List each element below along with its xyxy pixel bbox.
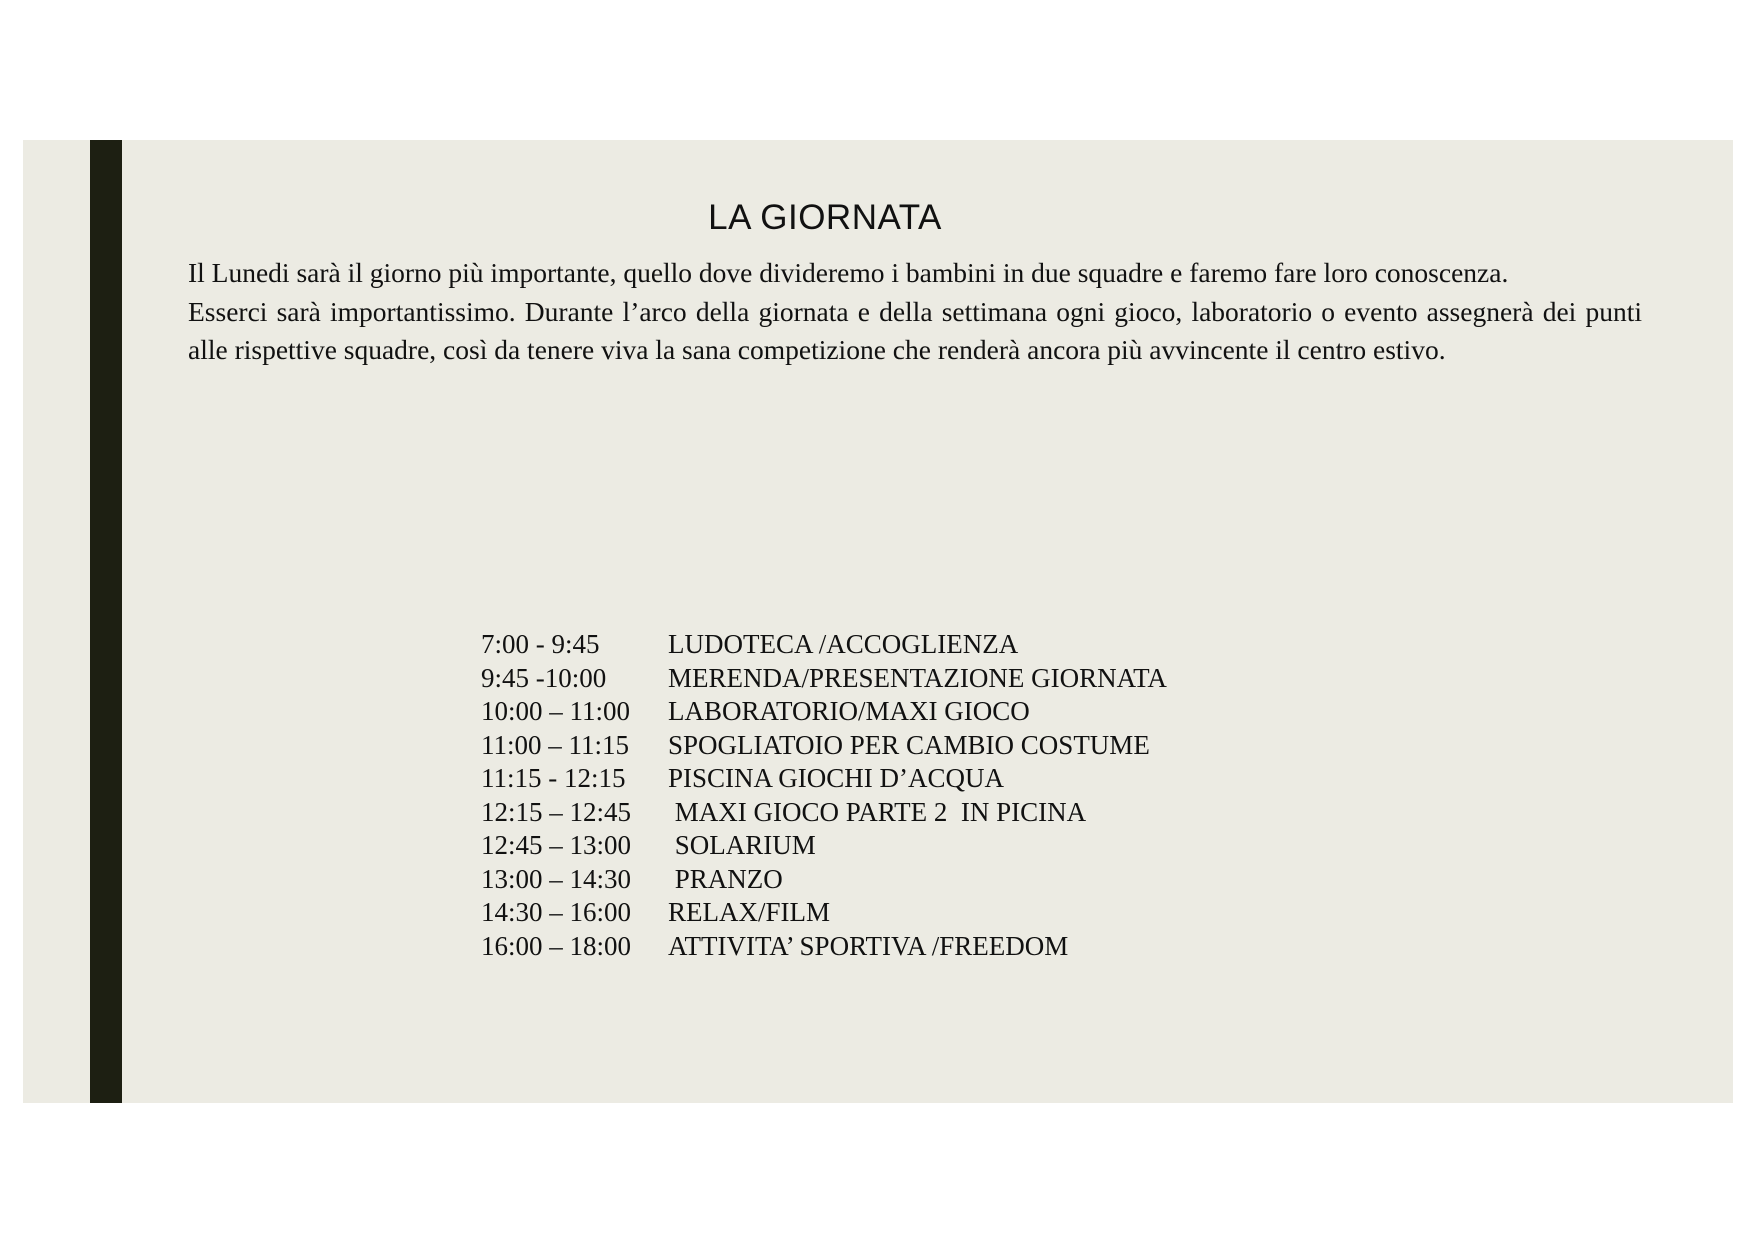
schedule-activity: MERENDA/PRESENTAZIONE GIORNATA <box>668 662 1167 693</box>
schedule-time: 12:15 – 12:45 <box>481 796 632 827</box>
schedule-row <box>481 863 1167 897</box>
intro-paragraph: Il Lunedi sarà il giorno più importante, quello dove divideremo i bambini in due squadre e faremo fare loro conoscenza. <box>188 257 1509 288</box>
schedule-row <box>481 695 1167 729</box>
schedule-row <box>481 896 1167 930</box>
schedule-time: 11:15 - 12:15 <box>481 763 626 793</box>
schedule-row <box>481 762 1167 796</box>
intro-text <box>188 254 1642 370</box>
schedule-row <box>481 930 1167 964</box>
schedule-row <box>481 729 1167 763</box>
schedule-time: 9:45 -10:00 <box>481 662 607 693</box>
schedule-activity: RELAX/FILM <box>668 897 830 927</box>
schedule-time: 16:00 – 18:00 <box>481 930 632 961</box>
schedule-activity: MAXI GIOCO PARTE 2 IN PICINA <box>668 796 1087 827</box>
schedule-activity: SOLARIUM <box>668 830 816 860</box>
schedule-activity: PISCINA GIOCHI D’ACQUA <box>668 763 1005 793</box>
schedule-activity: LUDOTECA /ACCOGLIENZA <box>668 629 1019 659</box>
schedule-time: 11:00 – 11:15 <box>481 729 629 760</box>
schedule-time: 14:30 – 16:00 <box>481 897 632 927</box>
schedule-activity: LABORATORIO/MAXI GIOCO <box>668 696 1030 726</box>
schedule-time: 13:00 – 14:30 <box>481 863 632 894</box>
schedule-row <box>481 662 1167 696</box>
schedule-time: 10:00 – 11:00 <box>481 696 631 726</box>
schedule-activity: PRANZO <box>668 863 783 894</box>
schedule-row <box>481 628 1167 662</box>
schedule-activity: ATTIVITA’ SPORTIVA /FREEDOM <box>668 930 1069 961</box>
intro-paragraph: Esserci sarà importantissimo. Durante l’arco della giornata e della settimana ogni gioco, laboratorio o evento assegnerà dei punti alle rispettive squadre, così da tenere viva la sana competizione che renderà ancora più avvincente il centro estivo. <box>188 295 1642 365</box>
schedule-time: 12:45 – 13:00 <box>481 830 632 860</box>
schedule-row <box>481 829 1167 863</box>
daily-schedule <box>481 628 1167 963</box>
schedule-time: 7:00 - 9:45 <box>481 629 600 659</box>
schedule-row <box>481 796 1167 830</box>
schedule-activity: SPOGLIATOIO PER CAMBIO COSTUME <box>668 729 1150 760</box>
slide-title: LA GIORNATA <box>708 198 942 237</box>
accent-bar <box>90 140 122 1103</box>
